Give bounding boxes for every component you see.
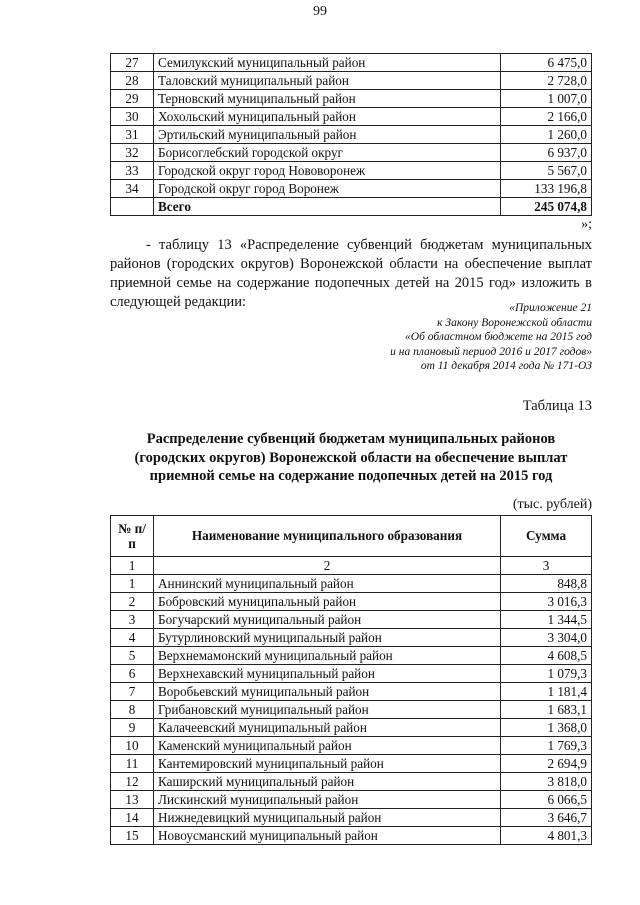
subvention-table	[110, 515, 592, 845]
appendix-line: «Приложение 21	[509, 302, 592, 314]
row-sum: 2 166,0	[501, 108, 592, 126]
row-sum: 1 260,0	[501, 126, 592, 144]
row-sum: 3 646,7	[501, 809, 592, 827]
table-row	[111, 72, 592, 90]
header-number: № п/п	[111, 516, 154, 557]
row-name: Калачеевский муниципальный район	[154, 719, 501, 737]
row-sum: 6 475,0	[501, 54, 592, 72]
row-number: 7	[111, 683, 154, 701]
row-name: Таловский муниципальный район	[154, 72, 501, 90]
appendix-line: к Закону Воронежской области	[437, 316, 592, 329]
row-number: 27	[111, 54, 154, 72]
table-row	[111, 719, 592, 737]
total-row	[111, 198, 592, 216]
row-number: 5	[111, 647, 154, 665]
table-row	[111, 647, 592, 665]
row-name: Лискинский муниципальный район	[154, 791, 501, 809]
row-sum: 1 769,3	[501, 737, 592, 755]
row-sum: 4 801,3	[501, 827, 592, 845]
row-name: Каширский муниципальный район	[154, 773, 501, 791]
table-row	[111, 593, 592, 611]
row-sum: 6 937,0	[501, 144, 592, 162]
appendix-reference	[300, 301, 592, 374]
row-number: 8	[111, 701, 154, 719]
row-number: 14	[111, 809, 154, 827]
row-name: Эртильский муниципальный район	[154, 126, 501, 144]
row-sum: 3 304,0	[501, 629, 592, 647]
table-row	[111, 575, 592, 593]
row-number: 11	[111, 755, 154, 773]
table-row	[111, 755, 592, 773]
table-row	[111, 827, 592, 845]
row-number: 31	[111, 126, 154, 144]
table-header-row	[111, 516, 592, 557]
table-row	[111, 773, 592, 791]
table-row	[111, 162, 592, 180]
closing-quote: »;	[581, 217, 592, 232]
row-sum: 5 567,0	[501, 162, 592, 180]
row-number: 2	[111, 593, 154, 611]
table-row	[111, 701, 592, 719]
row-name: Новоусманский муниципальный район	[154, 827, 501, 845]
row-number: 3	[111, 611, 154, 629]
table-row	[111, 665, 592, 683]
row-number: 6	[111, 665, 154, 683]
appendix-line: и на плановый период 2016 и 2017 годов»	[390, 345, 592, 358]
table-row	[111, 737, 592, 755]
row-number: 9	[111, 719, 154, 737]
header-sum: Сумма	[501, 516, 592, 557]
table-title: Распределение субвенций бюджетам муниципальных районов (городских округов) Воронежской области на обеспечение выплат приемной семье на содержание подопечных детей на 2015 год	[134, 431, 568, 484]
row-sum: 3 016,3	[501, 593, 592, 611]
row-name: Борисоглебский городской округ	[154, 144, 501, 162]
units-label: (тыс. рублей)	[512, 497, 592, 512]
row-number: 10	[111, 737, 154, 755]
row-sum: 6 066,5	[501, 791, 592, 809]
table-row	[111, 90, 592, 108]
row-number: 1	[111, 575, 154, 593]
column-number: 1	[111, 557, 154, 575]
row-name: Хохольский муниципальный район	[154, 108, 501, 126]
table-row	[111, 180, 592, 198]
row-name: Аннинский муниципальный район	[154, 575, 501, 593]
row-name: Верхнемамонский муниципальный район	[154, 647, 501, 665]
row-sum: 1 368,0	[501, 719, 592, 737]
column-number-row	[111, 557, 592, 575]
row-name: Грибановский муниципальный район	[154, 701, 501, 719]
table-row	[111, 126, 592, 144]
table-row	[111, 611, 592, 629]
table-row	[111, 683, 592, 701]
table-row	[111, 144, 592, 162]
row-sum: 3 818,0	[501, 773, 592, 791]
row-sum: 2 694,9	[501, 755, 592, 773]
total-empty-cell	[111, 198, 154, 216]
appendix-line: от 11 декабря 2014 года № 171-ОЗ	[420, 360, 592, 372]
row-name: Городской округ город Воронеж	[154, 180, 501, 198]
row-name: Терновский муниципальный район	[154, 90, 501, 108]
row-sum: 1 007,0	[501, 90, 592, 108]
row-sum: 848,8	[501, 575, 592, 593]
table-row	[111, 791, 592, 809]
total-sum: 245 074,8	[501, 198, 592, 216]
row-sum: 2 728,0	[501, 72, 592, 90]
table-row	[111, 108, 592, 126]
row-sum: 1 079,3	[501, 665, 592, 683]
row-name: Верхнехавский муниципальный район	[154, 665, 501, 683]
row-sum: 1 683,1	[501, 701, 592, 719]
row-name: Бобровский муниципальный район	[154, 593, 501, 611]
table-row	[111, 809, 592, 827]
row-name: Бутурлиновский муниципальный район	[154, 629, 501, 647]
total-label: Всего	[154, 198, 501, 216]
column-number: 2	[154, 557, 501, 575]
table-row	[111, 54, 592, 72]
previous-table	[110, 53, 592, 216]
row-name: Кантемировский муниципальный район	[154, 755, 501, 773]
row-name: Городской округ город Нововоронеж	[154, 162, 501, 180]
row-number: 12	[111, 773, 154, 791]
row-name: Богучарский муниципальный район	[154, 611, 501, 629]
row-number: 15	[111, 827, 154, 845]
row-number: 33	[111, 162, 154, 180]
row-number: 13	[111, 791, 154, 809]
row-name: Воробьевский муниципальный район	[154, 683, 501, 701]
row-sum: 4 608,5	[501, 647, 592, 665]
row-number: 29	[111, 90, 154, 108]
row-sum: 133 196,8	[501, 180, 592, 198]
row-number: 30	[111, 108, 154, 126]
page-number: 99	[313, 4, 327, 19]
row-name: Семилукский муниципальный район	[154, 54, 501, 72]
table-row	[111, 629, 592, 647]
amendment-paragraph: - таблицу 13 «Распределение субвенций бюджетам муниципальных районов (городских округов) Воронежской области на обеспечение выплат приемной семье на содержание подопечных детей на 2015 год» изложить в следующей редакции:	[110, 237, 592, 310]
row-number: 34	[111, 180, 154, 198]
row-name: Каменский муниципальный район	[154, 737, 501, 755]
column-number: 3	[501, 557, 592, 575]
appendix-line: «Об областном бюджете на 2015 год	[405, 331, 592, 343]
header-name: Наименование муниципального образования	[154, 516, 501, 557]
row-sum: 1 181,4	[501, 683, 592, 701]
row-name: Нижнедевицкий муниципальный район	[154, 809, 501, 827]
row-number: 28	[111, 72, 154, 90]
row-number: 32	[111, 144, 154, 162]
row-sum: 1 344,5	[501, 611, 592, 629]
table-label: Таблица 13	[522, 398, 592, 414]
row-number: 4	[111, 629, 154, 647]
